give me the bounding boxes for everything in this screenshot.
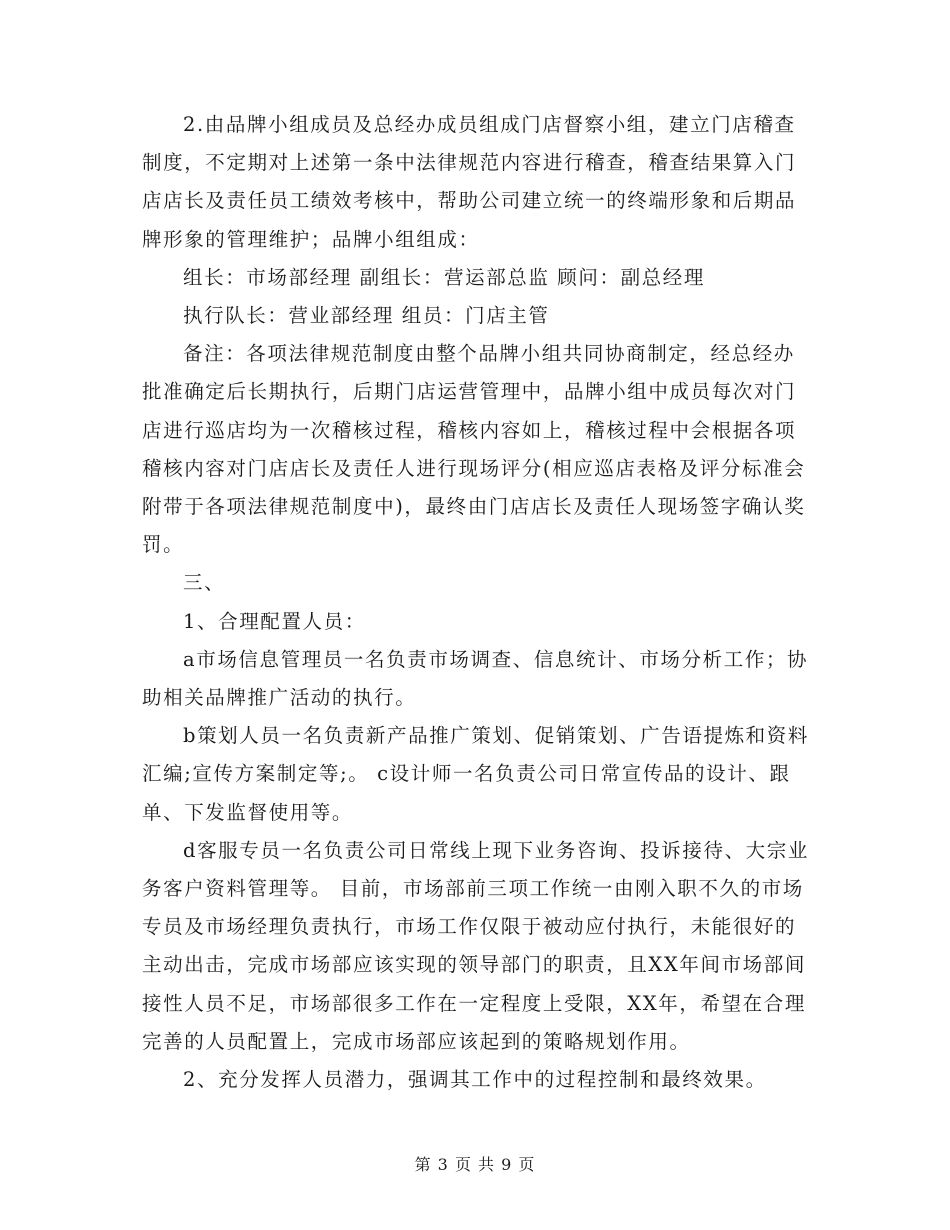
- subheading-staff-potential: 2、充分发挥人员潜力，强调其工作中的过程控制和最终效果。: [183, 1068, 767, 1092]
- paragraph-supervision-team: 2.由品牌小组成员及总经办成员组成门店督察小组，建立门店稽查制度，不定期对上述第一条中法律规范内容进行稽查，稽查结果算入门店店长及责任员工绩效考核中，帮助公司建立统一的终端形象和后期品牌形象的管理维护；品牌小组组成：: [142, 113, 797, 251]
- paragraph-team-members: 执行队长：营业部经理 组员：门店主管: [183, 304, 550, 328]
- page-number-footer: 第 3 页 共 9 页: [414, 1155, 536, 1174]
- paragraph-team-leaders: 组长：市场部经理 副组长：营运部总监 顾问：副总经理: [183, 265, 705, 289]
- paragraph-item-b-c: b策划人员一名负责新产品推广策划、促销策划、广告语提炼和资料汇编;宣传方案制定等;。 c设计师一名负责公司日常宣传品的设计、跟单、下发监督使用等。: [142, 724, 809, 824]
- body-text: [142, 106, 810, 1099]
- paragraph-item-d: d客服专员一名负责公司日常线上现下业务咨询、投诉接待、大宗业务客户资料管理等。 目前，市场部前三项工作统一由刚入职不久的市场专员及市场经理负责执行，市场工作仅限于被动应付执行，未能很好的主动出击，完成市场部应该实现的领导部门的职责，且XX年间市场部间接性人员不足，市场部很多工作在一定程度上受限，XX年，希望在合理完善的人员配置上，完成市场部应该起到的策略规划作用。: [142, 838, 809, 1053]
- section-heading-three: 三、: [183, 571, 226, 595]
- paragraph-remarks: 备注：各项法律规范制度由整个品牌小组共同协商制定，经总经办批准确定后长期执行，后期门店运营管理中，品牌小组中成员每次对门店进行巡店均为一次稽核过程，稽核内容如上，稽核过程中会根据各项稽核内容对门店店长及责任人进行现场评分(相应巡店表格及评分标准会附带于各项法律规范制度中)，最终由门店店长及责任人现场签字确认奖罚。: [142, 342, 806, 557]
- subheading-staffing: 1、合理配置人员：: [183, 609, 366, 633]
- paragraph-item-a: a市场信息管理员一名负责市场调查、信息统计、市场分析工作；协助相关品牌推广活动的执行。: [142, 647, 809, 710]
